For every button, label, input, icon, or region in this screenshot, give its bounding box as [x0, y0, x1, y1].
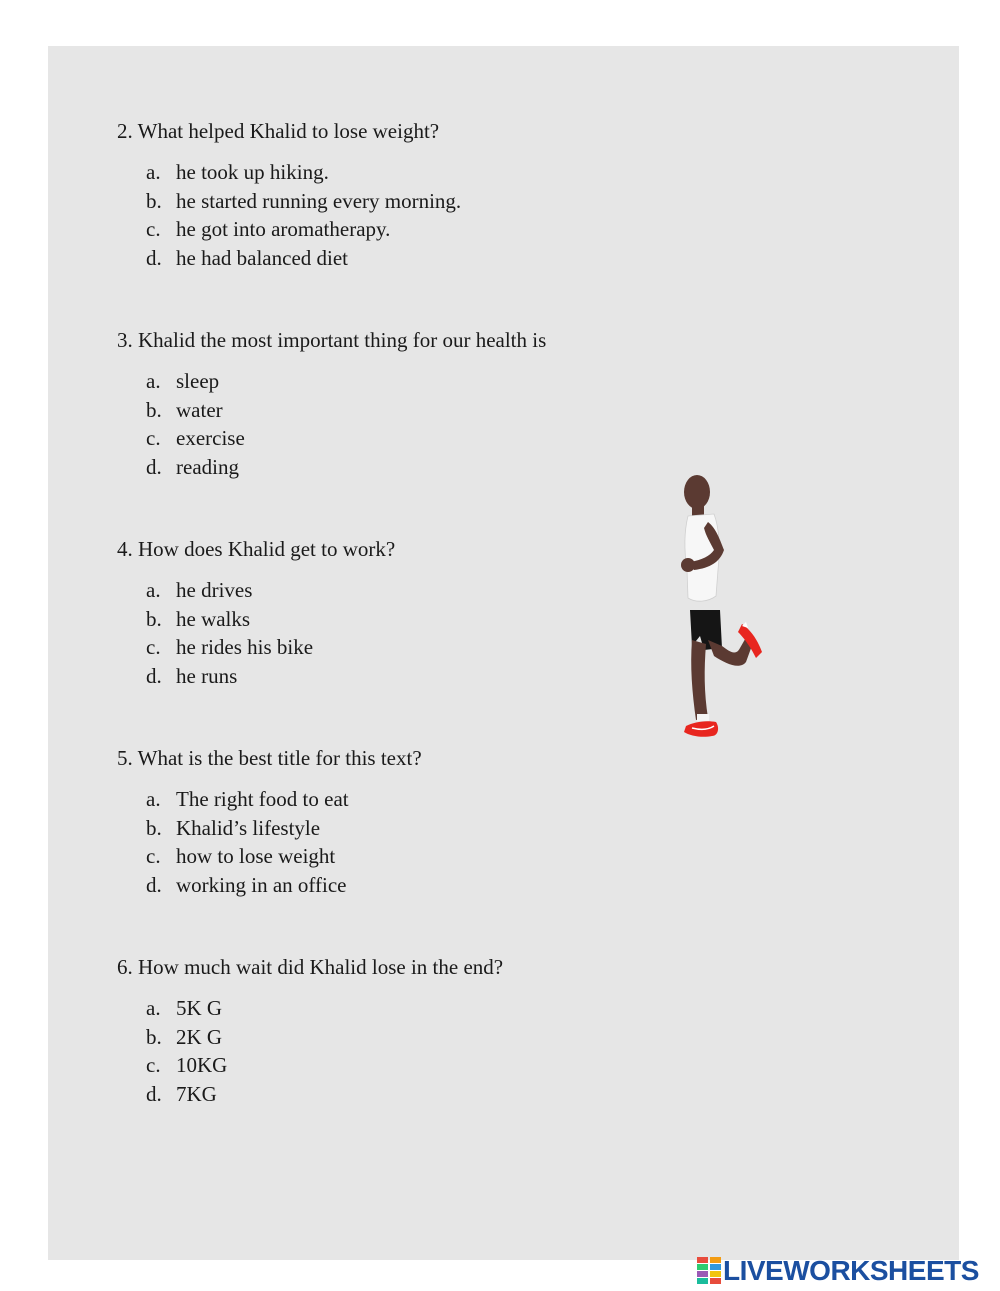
question-2 — [117, 118, 677, 272]
option-b[interactable]: b. 2K G — [146, 1024, 223, 1049]
question-text: 4. How does Khalid get to work? — [117, 537, 396, 561]
options-list — [117, 576, 677, 690]
options-list — [117, 785, 677, 899]
option-c[interactable]: c. he rides his bike — [146, 635, 314, 659]
option-b[interactable]: b. water — [146, 397, 223, 422]
option-a[interactable]: a. he drives — [146, 578, 253, 602]
question-text: 5. What is the best title for this text? — [117, 746, 422, 770]
option-a[interactable]: a. he took up hiking. — [146, 160, 329, 184]
question-6 — [117, 954, 677, 1108]
question-text: 3. Khalid the most important thing for our health is — [117, 328, 547, 352]
option-c[interactable]: c. how to lose weight — [146, 844, 336, 868]
option-c[interactable]: c. he got into aromatherapy. — [146, 217, 391, 241]
option-b[interactable]: b. Khalid’s lifestyle — [146, 815, 321, 840]
options-list — [117, 994, 677, 1108]
option-b[interactable]: b. he walks — [146, 606, 251, 631]
options-list — [117, 158, 677, 272]
option-b[interactable]: b. he started running every morning. — [146, 188, 462, 213]
question-text: 6. How much wait did Khalid lose in the end? — [117, 955, 504, 979]
question-5 — [117, 745, 677, 899]
option-c[interactable]: c. exercise — [146, 426, 245, 450]
options-list — [117, 367, 677, 481]
option-a[interactable]: a. The right food to eat — [146, 787, 349, 811]
question-3 — [117, 327, 677, 481]
option-d[interactable]: d. reading — [146, 454, 239, 479]
liveworksheets-logo-icon — [697, 1257, 721, 1285]
runner-illustration — [670, 470, 770, 745]
logo-text: LIVEWORKSHEETS — [723, 1255, 979, 1286]
liveworksheets-logo[interactable] — [697, 1255, 997, 1287]
option-d[interactable]: d. he had balanced diet — [146, 245, 348, 270]
option-d[interactable]: d. he runs — [146, 663, 238, 688]
question-4 — [117, 536, 677, 690]
option-c[interactable]: c. 10KG — [146, 1053, 228, 1077]
option-a[interactable]: a. 5K G — [146, 996, 223, 1020]
option-d[interactable]: d. 7KG — [146, 1081, 217, 1106]
question-text: 2. What helped Khalid to lose weight? — [117, 119, 440, 143]
option-a[interactable]: a. sleep — [146, 369, 220, 393]
option-d[interactable]: d. working in an office — [146, 872, 347, 897]
